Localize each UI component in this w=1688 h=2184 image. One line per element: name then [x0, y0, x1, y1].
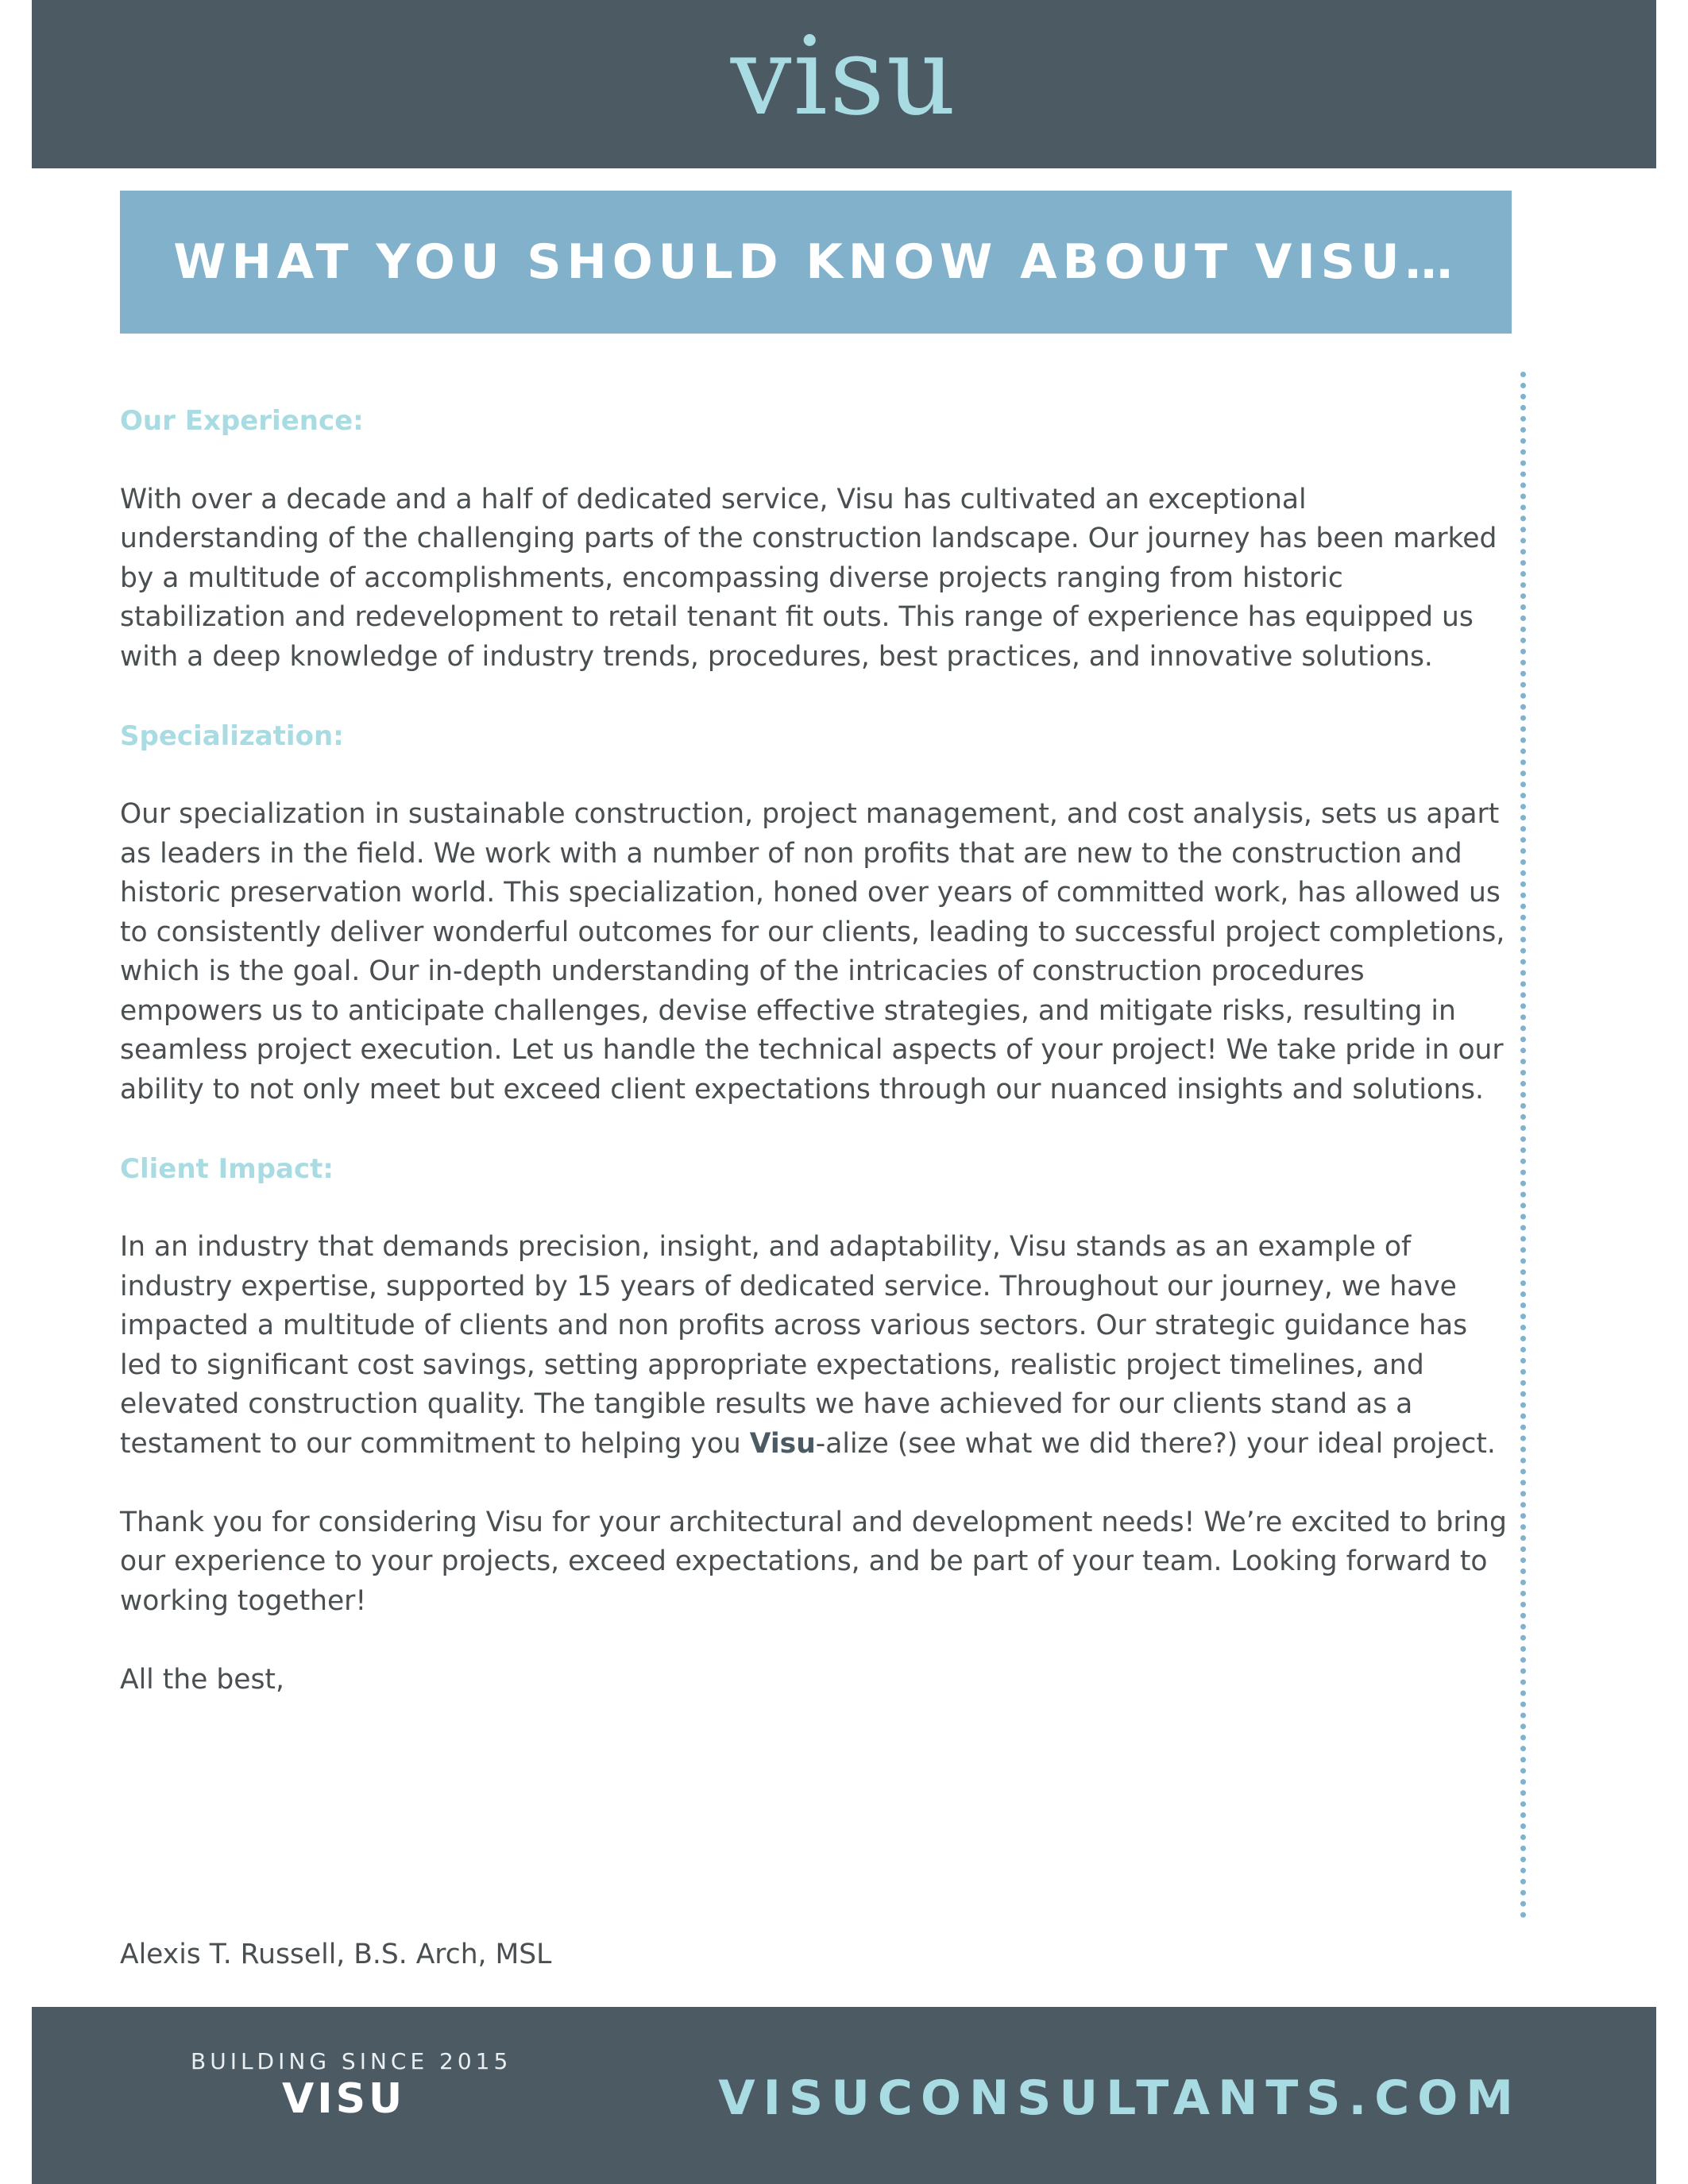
section-heading-specialization: Specialization:	[120, 720, 344, 752]
header-bar	[32, 0, 1656, 168]
website-link[interactable]: VISUCONSULTANTS.COM	[718, 2070, 1521, 2126]
section-body-client-impact	[120, 1228, 1512, 1464]
client-impact-text: In an industry that demands precision, insight, and adaptability, Visu stands as an example of industry expertise, supported by 15 years of dedicated service. Throughout our journey, we have impacted a multitude of clients and non profits across various sectors. Our strategic guidance has led to significant cost savings, setting appropriate expectations, realistic project timelines, and elevated construction quality. The tangible results we have achieved for our clients stand as a testament to our commitment to helping you	[120, 1231, 1468, 1460]
title-banner	[120, 191, 1512, 334]
dotted-divider	[1520, 372, 1526, 1919]
logo: visu	[730, 14, 958, 140]
section-body-specialization: Our specialization in sustainable construction, project management, and cost analysis, sets us apart as leaders in the field. We work with a number of non profits that are new to the construction and historic preservation world. This specialization, honed over years of committed work, has allowed us to consistently deliver wonderful outcomes for our clients, leading to successful project completions, which is the goal. Our in-depth understanding of the intricacies of construction procedures empowers us to anticipate challenges, devise effective strategies, and mitigate risks, resulting in seamless project execution. Let us handle the technical aspects of your project! We take pride in our ability to not only meet but exceed client expectations through our nuanced insights and solutions.	[120, 798, 1505, 1106]
closing-thanks: Thank you for considering Visu for your architectural and development needs! We’re excited to bring our experience to your projects, exceed expectations, and be part of your team. Looking forward to working together!	[120, 1506, 1507, 1617]
client-impact-text-end: -alize (see what we did there?) your ideal project.	[815, 1427, 1496, 1460]
section-heading-experience: Our Experience:	[120, 405, 364, 437]
section-heading-client-impact: Client Impact:	[120, 1152, 334, 1185]
page-title: WHAT YOU SHOULD KNOW ABOUT VISU…	[173, 234, 1458, 290]
visu-emphasis: Visu	[749, 1427, 816, 1460]
letter-body	[120, 401, 1512, 1700]
footer-tagline: BUILDING SINCE 2015	[191, 2048, 512, 2074]
section-body-experience: With over a decade and a half of dedicated service, Visu has cultivated an exceptional understanding of the challenging parts of the construction landscape. Our journey has been marked by a multitude of accomplishments, encompassing diverse projects ranging from historic stabilization and redevelopment to retail tenant fit outs. This range of experience has equipped us with a deep knowledge of industry trends, procedures, best practices, and innovative solutions.	[120, 483, 1497, 673]
closing-signoff: All the best,	[120, 1663, 284, 1696]
footer-brand: VISU	[282, 2075, 406, 2123]
signature: Alexis T. Russell, B.S. Arch, MSL	[120, 1939, 552, 1970]
footer-bar	[32, 2007, 1656, 2184]
